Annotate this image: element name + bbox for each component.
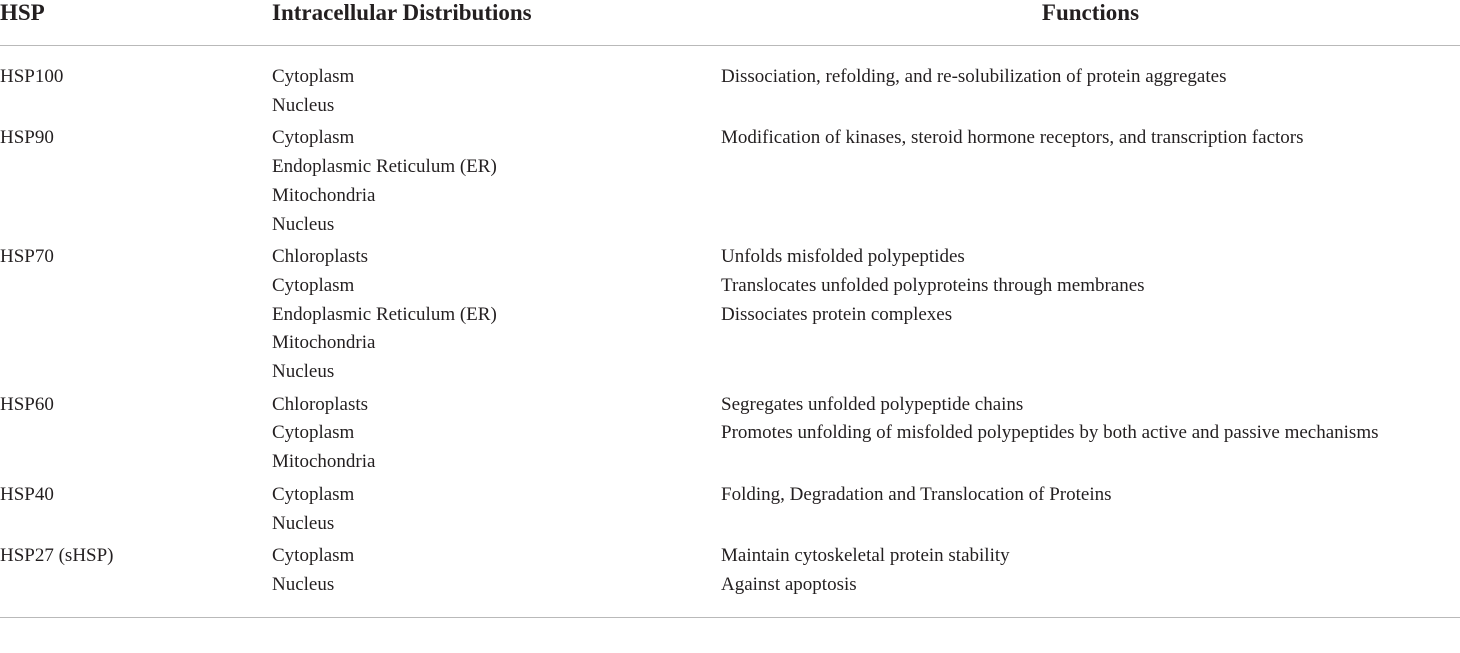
cell-hsp: HSP100 [0,66,64,87]
cell-hsp: HSP60 [0,393,54,415]
cell-hsp: HSP40 [0,483,54,505]
cell-hsp: HSP27 (sHSP) [0,538,272,617]
distribution-item: Mitochondria [272,332,376,354]
cell-distributions [272,477,721,538]
function-item: Translocates unfolded polyproteins through membranes [721,274,1145,296]
cell-distributions [272,239,721,387]
header-functions: Functions [721,0,1460,46]
distribution-item: Cytoplasm [272,274,355,296]
function-item: Folding, Degradation and Translocation of Proteins [721,483,1112,505]
cell-distributions [272,46,721,121]
distribution-item: Nucleus [272,573,335,595]
table-row [0,538,1460,617]
cell-functions [721,477,1460,538]
table-row [0,239,1460,387]
distribution-item: Mitochondria [272,184,376,206]
cell-functions [721,120,1460,239]
distribution-item: Endoplasmic Reticulum (ER) [272,156,497,178]
distribution-item: Cytoplasm [272,127,355,149]
function-item: Against apoptosis [721,573,857,595]
cell-functions [721,239,1460,387]
cell-distributions [272,387,721,477]
distribution-item: Cytoplasm [272,66,355,87]
cell-functions [721,46,1460,121]
function-item: Dissociation, refolding, and re-solubilization of protein aggregates [721,66,1227,87]
function-item: Segregates unfolded polypeptide chains [721,393,1024,415]
distribution-item: Nucleus [272,213,335,235]
distribution-item: Cytoplasm [272,483,355,505]
distribution-item: Cytoplasm [272,422,355,444]
function-item: Modification of kinases, steroid hormone receptors, and transcription factors [721,127,1304,149]
distribution-item: Nucleus [272,361,335,383]
cell-functions [721,538,1460,617]
header-row [0,0,1460,46]
header-hsp: HSP [0,0,272,46]
table-header [0,0,1460,46]
function-item: Promotes unfolding of misfolded polypeptides by both active and passive mechanisms [721,422,1379,444]
table-row [0,46,1460,121]
cell-distributions [272,120,721,239]
distribution-item: Endoplasmic Reticulum (ER) [272,303,497,325]
cell-distributions [272,538,721,617]
distribution-item: Mitochondria [272,451,376,473]
table-body [0,46,1460,618]
table-row [0,387,1460,477]
function-item: Unfolds misfolded polypeptides [721,246,965,268]
distribution-item: Chloroplasts [272,246,369,268]
distribution-item: Chloroplasts [272,393,369,415]
distribution-item: Cytoplasm [272,545,355,567]
cell-hsp: HSP90 [0,127,54,149]
distribution-item: Nucleus [272,512,335,534]
header-distributions: Intracellular Distributions [272,0,721,46]
cell-functions [721,387,1460,477]
table-row [0,120,1460,239]
distribution-item: Nucleus [272,94,335,116]
table-row [0,477,1460,538]
function-item: Maintain cytoskeletal protein stability [721,545,1010,567]
function-item: Dissociates protein complexes [721,303,953,325]
cell-hsp: HSP70 [0,246,54,268]
